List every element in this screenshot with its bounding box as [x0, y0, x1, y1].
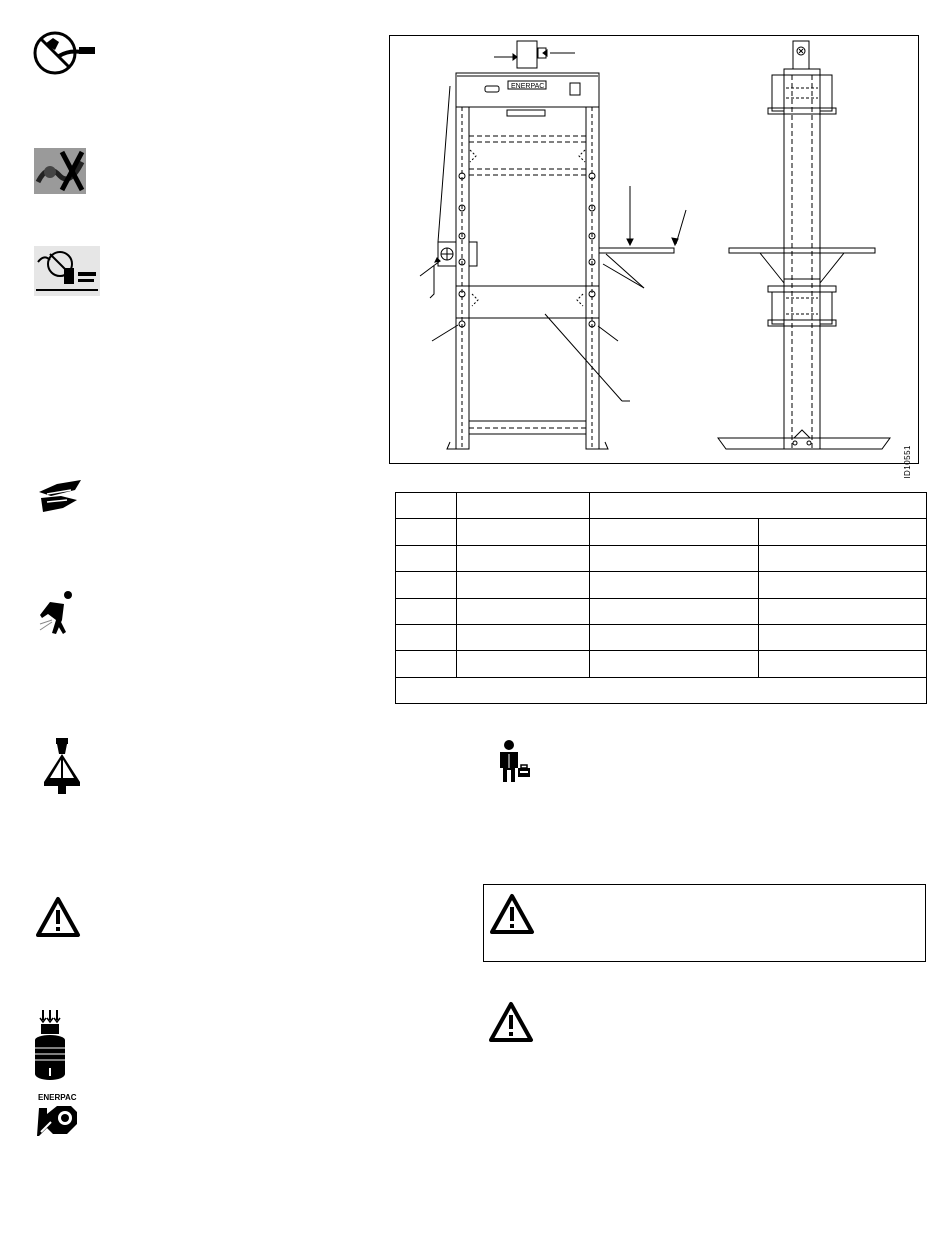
table-row [396, 493, 927, 519]
table-row [396, 651, 927, 677]
table-cell [590, 651, 759, 677]
table-cell [758, 519, 927, 545]
table-footer-cell [396, 677, 927, 703]
table-cell [396, 624, 457, 650]
enerpac-service-icon [37, 1092, 83, 1140]
technician-icon [498, 740, 532, 784]
table-cell [457, 545, 590, 571]
table-cell [457, 651, 590, 677]
no-lift-by-hose-icon [34, 246, 100, 296]
table-cell [396, 545, 457, 571]
table-cell [396, 519, 457, 545]
table-cell [457, 572, 590, 598]
press-load-center-icon [42, 738, 82, 796]
table-cell [457, 624, 590, 650]
table-cell [457, 519, 590, 545]
no-hand-hose-icon [33, 28, 99, 78]
table-row [396, 677, 927, 703]
table-row [396, 519, 927, 545]
warning-triangle-icon [488, 1001, 534, 1043]
table-cell [590, 493, 927, 519]
press-frame-figure [389, 35, 919, 479]
table-row [396, 572, 927, 598]
table-cell [590, 572, 759, 598]
table-cell [590, 598, 759, 624]
no-kink-icon [34, 148, 86, 194]
table-cell [590, 624, 759, 650]
table-cell [396, 651, 457, 677]
table-row [396, 545, 927, 571]
table-cell [758, 545, 927, 571]
falling-person-icon [38, 590, 78, 636]
table-cell [758, 572, 927, 598]
pinch-point-icon [37, 478, 87, 514]
table-cell [457, 598, 590, 624]
table-cell [758, 598, 927, 624]
cylinder-pressure-icon [33, 1010, 67, 1082]
warning-triangle-icon [489, 893, 535, 935]
table-cell [758, 651, 927, 677]
figure-id-label: ID10551 [903, 445, 912, 479]
spec-table [395, 492, 927, 704]
table-cell [396, 493, 457, 519]
table-cell [457, 493, 590, 519]
table-cell [590, 545, 759, 571]
warning-box [483, 884, 926, 962]
figure-brand-label: ENERPAC [511, 83, 545, 90]
table-cell [396, 572, 457, 598]
table-row [396, 624, 927, 650]
press-frame-drawing [390, 36, 920, 465]
table-cell [758, 624, 927, 650]
enerpac-logo-text: ENERPAC [38, 1093, 77, 1102]
warning-triangle-icon [35, 896, 81, 938]
table-cell [590, 519, 759, 545]
table-cell [396, 598, 457, 624]
table-row [396, 598, 927, 624]
